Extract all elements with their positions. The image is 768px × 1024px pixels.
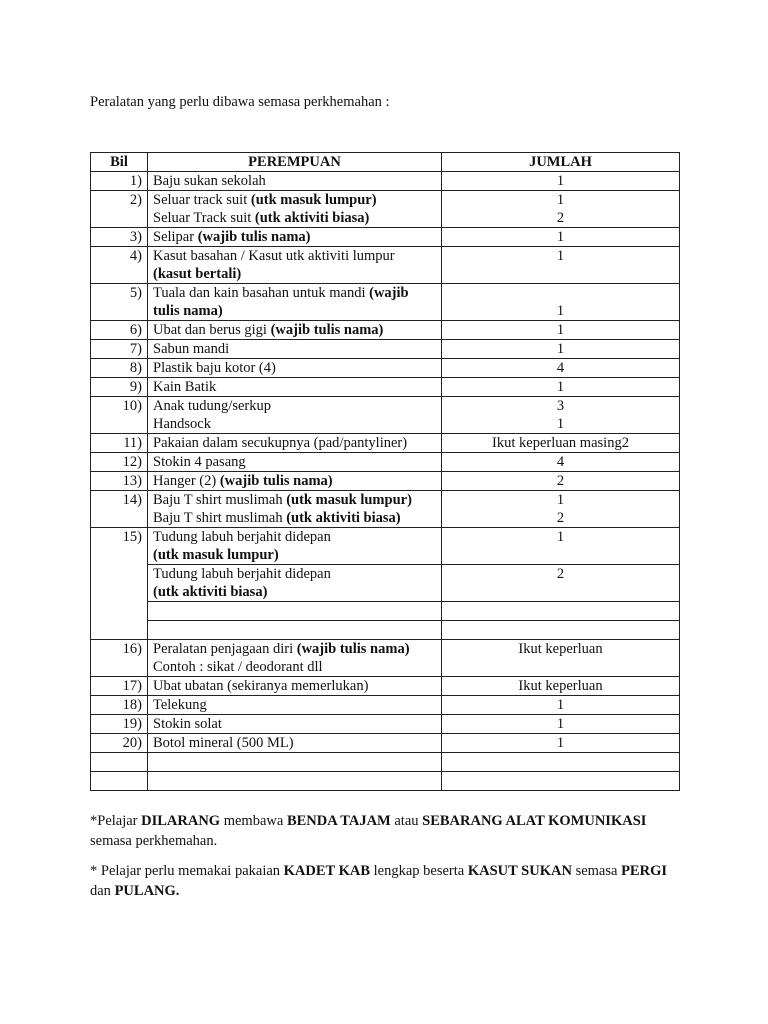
table-row	[91, 565, 680, 602]
jumlah-value: 1	[556, 697, 565, 713]
item-line	[153, 228, 436, 246]
bold-text: (utk aktiviti biasa)	[153, 584, 268, 600]
bold-text: KADET KAB	[283, 863, 371, 879]
jumlah-cell	[442, 734, 680, 753]
table-row	[91, 528, 680, 565]
item-cell	[148, 621, 442, 640]
text: Tudung labuh berjahit didepan	[153, 529, 331, 545]
item-cell	[148, 172, 442, 191]
table-row	[91, 321, 680, 340]
text: Stokin solat	[153, 716, 222, 732]
item-line	[153, 528, 436, 546]
table-row	[91, 191, 680, 228]
bil-cell: 13)	[91, 472, 148, 491]
bil-cell: 5)	[91, 284, 148, 321]
bil-cell: 11)	[91, 434, 148, 453]
bil-cell: 8)	[91, 359, 148, 378]
item-line	[153, 378, 436, 396]
item-line	[153, 434, 436, 452]
text: Kasut basahan / Kasut utk aktiviti lumpur	[153, 248, 395, 264]
text: dan	[90, 883, 115, 899]
text: Contoh : sikat / deodorant dll	[153, 659, 323, 675]
item-line	[153, 696, 436, 714]
empty-row	[91, 753, 680, 772]
note-paragraph	[90, 811, 690, 851]
jumlah-cell	[442, 640, 680, 677]
item-line	[153, 247, 436, 265]
item-line	[153, 191, 436, 209]
bil-cell: 20)	[91, 734, 148, 753]
note-paragraph	[90, 861, 690, 901]
jumlah-cell	[442, 677, 680, 696]
bold-text: tulis nama)	[153, 303, 223, 319]
equipment-table	[90, 152, 680, 791]
jumlah-cell	[442, 340, 680, 359]
text: Anak tudung/serkup	[153, 398, 271, 414]
empty-row	[91, 602, 680, 621]
jumlah-cell	[442, 172, 680, 191]
jumlah-value: 1	[556, 716, 565, 732]
table-row	[91, 434, 680, 453]
bold-text: (wajib tulis nama)	[296, 641, 410, 657]
text: lengkap beserta	[370, 863, 468, 879]
bold-text: (utk masuk lumpur)	[286, 492, 412, 508]
table-row	[91, 397, 680, 434]
bil-cell: 4)	[91, 247, 148, 284]
text: Stokin 4 pasang	[153, 454, 246, 470]
jumlah-cell	[442, 191, 680, 228]
text: Baju T shirt muslimah	[153, 492, 287, 508]
item-line	[153, 734, 436, 752]
item-cell	[148, 715, 442, 734]
text: Telekung	[153, 697, 207, 713]
jumlah-cell	[442, 321, 680, 340]
table-row	[91, 677, 680, 696]
item-cell	[148, 753, 442, 772]
jumlah-value	[447, 284, 674, 302]
item-cell	[148, 228, 442, 247]
item-cell	[148, 340, 442, 359]
jumlah-value: 2	[556, 210, 565, 226]
text: Plastik baju kotor (4)	[153, 360, 276, 376]
item-cell	[148, 397, 442, 434]
jumlah-cell	[442, 753, 680, 772]
bil-cell: 7)	[91, 340, 148, 359]
bold-text: (wajib tulis nama)	[219, 473, 333, 489]
text: atau	[390, 813, 423, 829]
text: Tudung labuh berjahit didepan	[153, 566, 331, 582]
bold-text: DILARANG	[141, 813, 221, 829]
item-cell	[148, 191, 442, 228]
table-row	[91, 491, 680, 528]
bil-cell: 6)	[91, 321, 148, 340]
text: membawa	[220, 813, 287, 829]
item-cell	[148, 640, 442, 677]
item-line	[153, 321, 436, 339]
jumlah-value: Ikut keperluan	[518, 641, 603, 657]
jumlah-value: 2	[556, 473, 565, 489]
table-row	[91, 247, 680, 284]
header-jumlah: JUMLAH	[442, 153, 680, 172]
bil-cell: 14)	[91, 491, 148, 528]
table-row	[91, 715, 680, 734]
item-cell	[148, 453, 442, 472]
jumlah-cell	[442, 472, 680, 491]
table-row	[91, 453, 680, 472]
text: semasa perkhemahan.	[90, 833, 218, 849]
jumlah-cell: 2	[442, 565, 680, 602]
item-cell	[148, 677, 442, 696]
notes-section	[90, 811, 690, 911]
table-body	[91, 172, 680, 791]
jumlah-value: 1	[556, 341, 565, 357]
item-line	[153, 658, 436, 676]
bil-cell	[91, 772, 148, 791]
bil-cell: 19)	[91, 715, 148, 734]
bold-text: (kasut bertali)	[153, 266, 242, 282]
table-row	[91, 359, 680, 378]
item-cell	[148, 696, 442, 715]
item-cell	[148, 321, 442, 340]
text: Seluar track suit	[153, 192, 251, 208]
jumlah-cell	[442, 696, 680, 715]
jumlah-value: Ikut keperluan	[518, 678, 603, 694]
jumlah-cell	[442, 715, 680, 734]
jumlah-value: 1	[556, 303, 565, 319]
text: Sabun mandi	[153, 341, 230, 357]
bold-text: (utk masuk lumpur)	[153, 547, 279, 563]
item-cell	[148, 378, 442, 397]
jumlah-value: 1	[556, 379, 565, 395]
item-line	[153, 397, 436, 415]
text: Pakaian dalam secukupnya (pad/pantyliner)	[153, 435, 408, 451]
item-line	[153, 546, 436, 564]
jumlah-cell	[442, 284, 680, 321]
jumlah-cell	[442, 602, 680, 621]
bold-text: KASUT SUKAN	[467, 863, 572, 879]
bold-text: BENDA TAJAM	[286, 813, 391, 829]
jumlah-value: 3	[556, 398, 565, 414]
text: *Pelajar	[90, 813, 142, 829]
jumlah-value: 1	[556, 229, 565, 245]
bil-cell	[91, 753, 148, 772]
text: Handsock	[153, 416, 211, 432]
bold-text: SEBARANG ALAT KOMUNIKASI	[422, 813, 647, 829]
jumlah-value: 4	[556, 360, 565, 376]
text: semasa	[571, 863, 622, 879]
table-row	[91, 378, 680, 397]
bold-text: (wajib	[369, 285, 409, 301]
jumlah-cell	[442, 397, 680, 434]
table-row	[91, 734, 680, 753]
bil-cell: 12)	[91, 453, 148, 472]
item-line	[153, 340, 436, 358]
bil-cell: 3)	[91, 228, 148, 247]
item-line	[153, 359, 436, 377]
bold-text: PERGI	[621, 863, 667, 879]
table-row	[91, 340, 680, 359]
jumlah-cell	[442, 434, 680, 453]
item-line	[153, 209, 436, 227]
jumlah-cell	[442, 491, 680, 528]
item-line	[153, 640, 436, 658]
jumlah-value: 1	[556, 192, 565, 208]
text: Peralatan penjagaan diri	[153, 641, 297, 657]
item-cell	[148, 472, 442, 491]
jumlah-cell	[442, 228, 680, 247]
item-cell	[148, 528, 442, 565]
intro-text: Peralatan yang perlu dibawa semasa perkhemahan :	[90, 94, 390, 110]
table-row	[91, 284, 680, 321]
bold-text: (utk aktiviti biasa)	[254, 210, 370, 226]
item-line	[153, 583, 436, 601]
item-cell	[148, 284, 442, 321]
table-row	[91, 172, 680, 191]
bil-cell: 1)	[91, 172, 148, 191]
item-line	[153, 302, 436, 320]
item-cell	[148, 602, 442, 621]
jumlah-cell	[442, 772, 680, 791]
text: Baju sukan sekolah	[153, 173, 266, 189]
item-line	[153, 565, 436, 583]
bold-text: (utk aktiviti biasa)	[286, 510, 401, 526]
header-perempuan: PEREMPUAN	[148, 153, 442, 172]
bil-cell: 18)	[91, 696, 148, 715]
jumlah-value: 2	[556, 510, 565, 526]
item-line	[153, 265, 436, 283]
text: Baju T shirt muslimah	[153, 510, 287, 526]
bold-text: (utk masuk lumpur)	[250, 192, 377, 208]
bil-cell: 16)	[91, 640, 148, 677]
item-line	[153, 284, 436, 302]
jumlah-value: 1	[556, 735, 565, 751]
item-line	[153, 472, 436, 490]
jumlah-cell	[442, 621, 680, 640]
bold-text: (wajib tulis nama)	[197, 229, 311, 245]
item-line	[153, 491, 436, 509]
bil-cell: 9)	[91, 378, 148, 397]
text: * Pelajar perlu memakai pakaian	[90, 863, 284, 879]
item-line	[153, 453, 436, 471]
jumlah-value: 1	[556, 416, 565, 432]
text: Tuala dan kain basahan untuk mandi	[153, 285, 370, 301]
table-row	[91, 640, 680, 677]
jumlah-value: 1	[556, 492, 565, 508]
jumlah-cell	[442, 378, 680, 397]
item-line	[153, 509, 436, 527]
text: Seluar Track suit	[153, 210, 255, 226]
text: Ubat ubatan (sekiranya memerlukan)	[153, 678, 369, 694]
item-cell	[148, 359, 442, 378]
item-cell	[148, 772, 442, 791]
text: Hanger (2)	[153, 473, 220, 489]
bold-text: (wajib tulis nama)	[270, 322, 384, 338]
bold-text: PULANG.	[114, 883, 180, 899]
empty-row	[91, 772, 680, 791]
table-row	[91, 228, 680, 247]
table-header-row	[91, 153, 680, 172]
jumlah-value: Ikut keperluan masing2	[492, 435, 629, 451]
text: Ubat dan berus gigi	[153, 322, 271, 338]
bil-cell: 17)	[91, 677, 148, 696]
item-line	[153, 415, 436, 433]
item-line	[153, 677, 436, 695]
bil-cell: 10)	[91, 397, 148, 434]
item-line	[153, 172, 436, 190]
item-cell	[148, 434, 442, 453]
item-cell	[148, 247, 442, 284]
item-cell	[148, 491, 442, 528]
bil-cell: 2)	[91, 191, 148, 228]
jumlah-cell	[442, 453, 680, 472]
item-cell	[148, 565, 442, 602]
jumlah-value: 1	[556, 322, 565, 338]
jumlah-cell	[442, 247, 680, 284]
table-row	[91, 696, 680, 715]
item-line	[153, 715, 436, 733]
jumlah-value: 1	[556, 173, 565, 189]
header-bil: Bil	[91, 153, 148, 172]
jumlah-value: 1	[556, 248, 565, 264]
table-row	[91, 472, 680, 491]
text: Selipar	[153, 229, 198, 245]
jumlah-cell: 1	[442, 528, 680, 565]
empty-row	[91, 621, 680, 640]
text: Botol mineral (500 ML)	[153, 735, 294, 751]
bil-cell: 15)	[91, 528, 148, 640]
jumlah-cell	[442, 359, 680, 378]
item-cell	[148, 734, 442, 753]
text: Kain Batik	[153, 379, 217, 395]
jumlah-value: 4	[556, 454, 565, 470]
